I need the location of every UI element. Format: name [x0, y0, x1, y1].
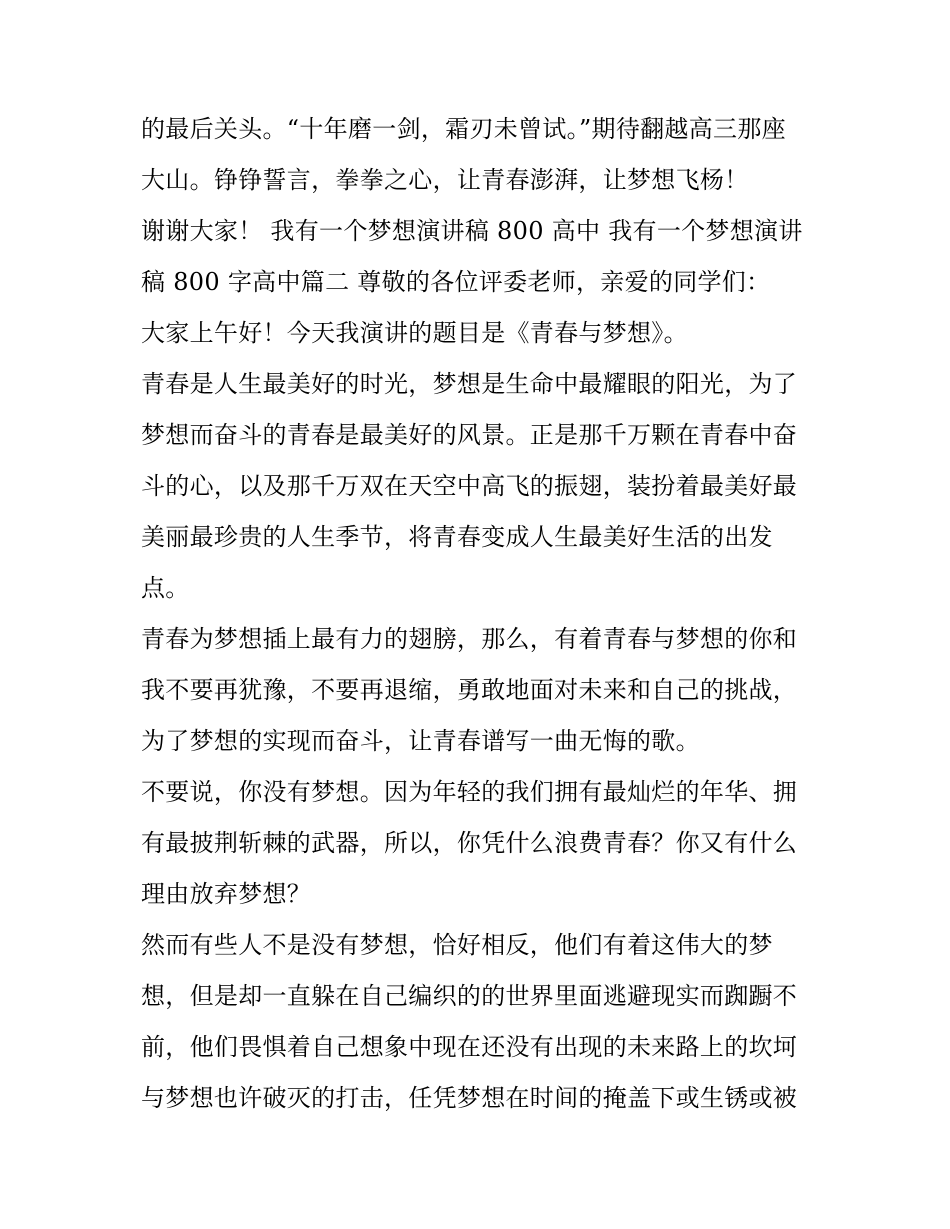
text-line: 美丽最珍贵的人生季节，将青春变成人生最美好生活的出发 — [141, 523, 773, 551]
text-line: 前，他们畏惧着自己想象中现在还没有出现的未来路上的坎坷 — [141, 1033, 798, 1061]
text-line: 梦想而奋斗的青春是最美好的风景。正是那千万颗在青春中奋 — [141, 421, 798, 449]
text-line: 青春是人生最美好的时光，梦想是生命中最耀眼的阳光，为了 — [141, 370, 798, 398]
text-line: 大山。铮铮誓言，拳拳之心，让青春澎湃，让梦想飞杨！ — [141, 166, 749, 194]
text-line: 想，但是却一直躲在自己编织的的世界里面逃避现实而踟蹰不 — [141, 982, 798, 1010]
text-line: 谢谢大家！ 我有一个梦想演讲稿 800 高中 我有一个梦想演讲 — [141, 217, 803, 245]
text-line: 大家上午好！今天我演讲的题目是《青春与梦想》。 — [141, 319, 688, 347]
text-line: 青春为梦想插上最有力的翅膀，那么，有着青春与梦想的你和 — [141, 625, 798, 653]
text-line: 不要说，你没有梦想。因为年轻的我们拥有最灿烂的年华、拥 — [141, 778, 798, 806]
text-line: 然而有些人不是没有梦想，恰好相反，他们有着这伟大的梦 — [141, 931, 773, 959]
text-line: 稿 800 字高中篇二 尊敬的各位评委老师，亲爱的同学们： — [141, 268, 771, 296]
text-line: 为了梦想的实现而奋斗，让青春谱写一曲无悔的歌。 — [141, 727, 700, 755]
text-line: 我不要再犹豫，不要再退缩，勇敢地面对未来和自己的挑战， — [141, 676, 798, 704]
document-body — [141, 104, 813, 1124]
text-line: 理由放弃梦想？ — [141, 880, 312, 908]
text-line: 的最后关头。“十年磨一剑，霜刃未曾试。”期待翻越高三那座 — [141, 115, 786, 143]
text-line: 点。 — [141, 574, 190, 602]
text-line: 有最披荆斩棘的武器，所以，你凭什么浪费青春？你又有什么 — [141, 829, 798, 857]
text-line: 与梦想也许破灭的打击，任凭梦想在时间的掩盖下或生锈或被 — [141, 1084, 798, 1112]
text-line: 斗的心，以及那千万双在天空中高飞的振翅，装扮着最美好最 — [141, 472, 798, 500]
